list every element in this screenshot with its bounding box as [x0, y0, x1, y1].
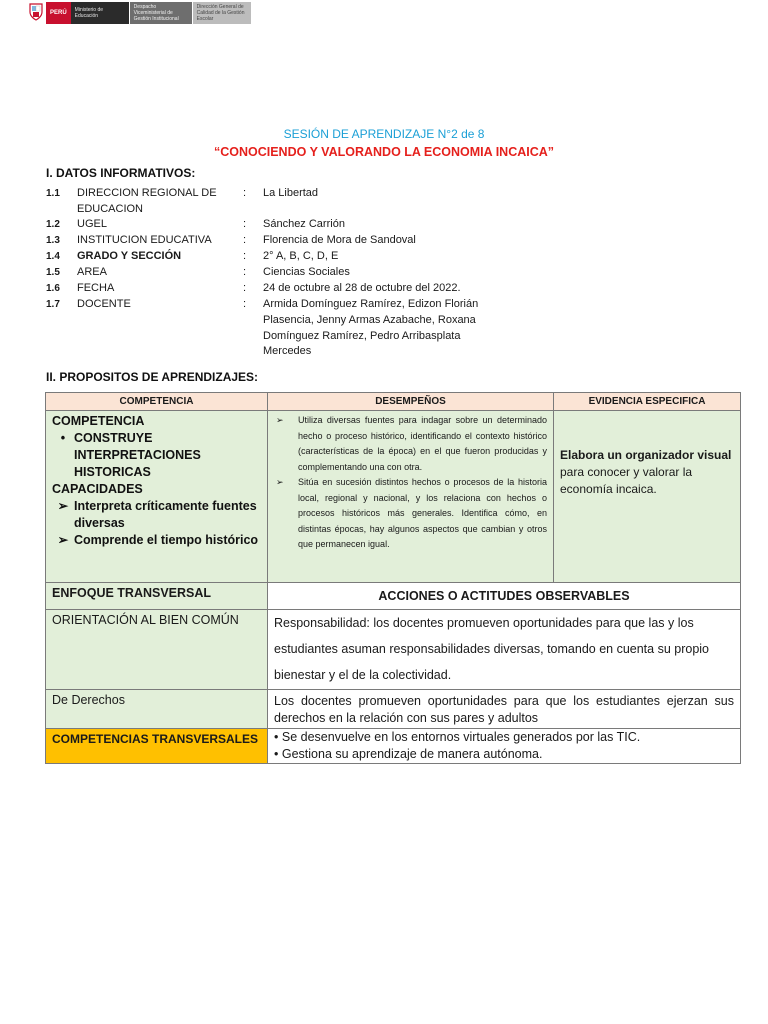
info-colon: :: [243, 234, 247, 246]
ct-item: Se desenvuelve en los entornos virtuales generados por las TIC.: [281, 730, 641, 744]
info-label: FECHA: [77, 282, 115, 294]
evidencia-bold: Elabora un organizador visual: [560, 448, 732, 462]
competencias-transversales-cell: [268, 729, 741, 764]
bullet-icon: •: [60, 431, 66, 445]
ministry-label: Ministerio de Educación: [71, 2, 129, 24]
office1-label: Despacho Viceministerial de Gestión Institucional: [130, 2, 192, 24]
info-num: 1.6: [46, 283, 60, 294]
info-colon: :: [243, 250, 247, 262]
desempenos-cell: [268, 411, 554, 583]
info-label: DOCENTE: [77, 298, 131, 310]
acciones-header: ACCIONES O ACTITUDES OBSERVABLES: [268, 583, 741, 610]
info-colon: :: [243, 282, 247, 294]
info-num: 1.2: [46, 219, 60, 230]
enfoque-header: ENFOQUE TRANSVERSAL: [46, 583, 268, 610]
section2-heading: II. PROPOSITOS DE APRENDIZAJES:: [46, 370, 259, 384]
info-value: La Libertad: [263, 187, 319, 199]
propositos-table: [45, 392, 741, 764]
info-value: 24 de octubre al 28 de octubre del 2022.: [263, 282, 461, 294]
info-value: Armida Domínguez Ramírez, Edizon Florián Plasencia, Jenny Armas Azabache, Roxana Domínguez Ramírez, Pedro Arribasplata Mercedes: [263, 298, 479, 358]
arrow-icon: ➢: [276, 415, 284, 425]
enfoque-text: Los docentes promueven oportunidades para que los estudiantes ejerzan sus derechos en la relación con sus pares y adultos: [268, 690, 741, 729]
info-colon: :: [243, 266, 247, 278]
office2-label: Dirección General de Calidad de la Gestión Escolar: [193, 2, 251, 24]
info-colon: :: [243, 218, 247, 230]
capacidad-item: Interpreta críticamente fuentes diversas: [74, 499, 257, 530]
header-desempenos: DESEMPEÑOS: [268, 393, 554, 411]
info-num: 1.7: [46, 299, 60, 310]
info-value: 2° A, B, C, D, E: [263, 250, 339, 262]
info-colon: :: [243, 298, 247, 310]
info-label: AREA: [77, 266, 107, 278]
capacidades-label: CAPACIDADES: [52, 482, 143, 496]
arrow-icon: ➢: [57, 533, 69, 547]
info-label: INSTITUCION EDUCATIVA: [77, 234, 212, 246]
ct-item: Gestiona su aprendizaje de manera autónoma.: [281, 747, 543, 761]
competencia-cell: [46, 411, 268, 583]
evidencia-text: para conocer y valorar la economía incaica.: [560, 465, 693, 496]
bullet-icon: •: [274, 730, 279, 744]
info-num: 1.4: [46, 251, 60, 262]
capacidad-item: Comprende el tiempo histórico: [74, 533, 259, 547]
enfoque-text: Responsabilidad: los docentes promueven oportunidades para que las y los estudiantes asuman responsabilidades diversas, tomando en cuenta su propio bienestar y el de la colectividad.: [268, 610, 741, 690]
desempeno-item: Sitúa en sucesión distintos hechos o procesos de la historia local, regional y nacional, y los relaciona con hechos o procesos históricos más generales. Identifica cómo, en distintas épocas, hay algunos aspectos que cambian y otros que permanecen igual.: [298, 477, 547, 549]
arrow-icon: ➢: [57, 499, 69, 513]
enfoque-name: ORIENTACIÓN AL BIEN COMÚN: [46, 610, 268, 690]
info-colon: :: [243, 187, 247, 199]
competencia-label: COMPETENCIA: [52, 414, 145, 428]
competencia-name: CONSTRUYE INTERPRETACIONES HISTORICAS: [74, 431, 201, 479]
country-badge: PERÚ: [46, 2, 71, 24]
info-label: DIRECCION REGIONAL DE EDUCACION: [77, 187, 217, 215]
header-banner: [28, 2, 251, 24]
competencias-transversales-label: COMPETENCIAS TRANSVERSALES: [46, 729, 268, 764]
info-value: Sánchez Carrión: [263, 218, 345, 230]
info-value: Ciencias Sociales: [263, 266, 350, 278]
session-title: SESIÓN DE APRENDIZAJE N°2 de 8: [283, 127, 485, 141]
info-num: 1.1: [46, 188, 60, 199]
info-value: Florencia de Mora de Sandoval: [263, 234, 416, 246]
header-competencia: COMPETENCIA: [46, 393, 268, 411]
bullet-icon: •: [274, 747, 279, 761]
section1-heading: I. DATOS INFORMATIVOS:: [46, 166, 196, 180]
desempeno-item: Utiliza diversas fuentes para indagar sobre un determinado hecho o proceso histórico, identificando el contexto histórico (características de la época) en el que fueron producidas y complementando una con otra.: [298, 415, 547, 472]
info-label: GRADO Y SECCIÓN: [77, 250, 182, 262]
datos-informativos: [0, 186, 768, 366]
info-num: 1.3: [46, 235, 60, 246]
session-name: “CONOCIENDO Y VALORANDO LA ECONOMIA INCAICA”: [213, 145, 555, 159]
evidencia-cell: [554, 411, 741, 583]
header-evidencia: EVIDENCIA ESPECIFICA: [554, 393, 741, 411]
enfoque-name: De Derechos: [46, 690, 268, 729]
info-num: 1.5: [46, 267, 60, 278]
arrow-icon: ➢: [276, 477, 284, 487]
coat-of-arms-icon: [28, 2, 44, 22]
info-label: UGEL: [77, 218, 107, 230]
